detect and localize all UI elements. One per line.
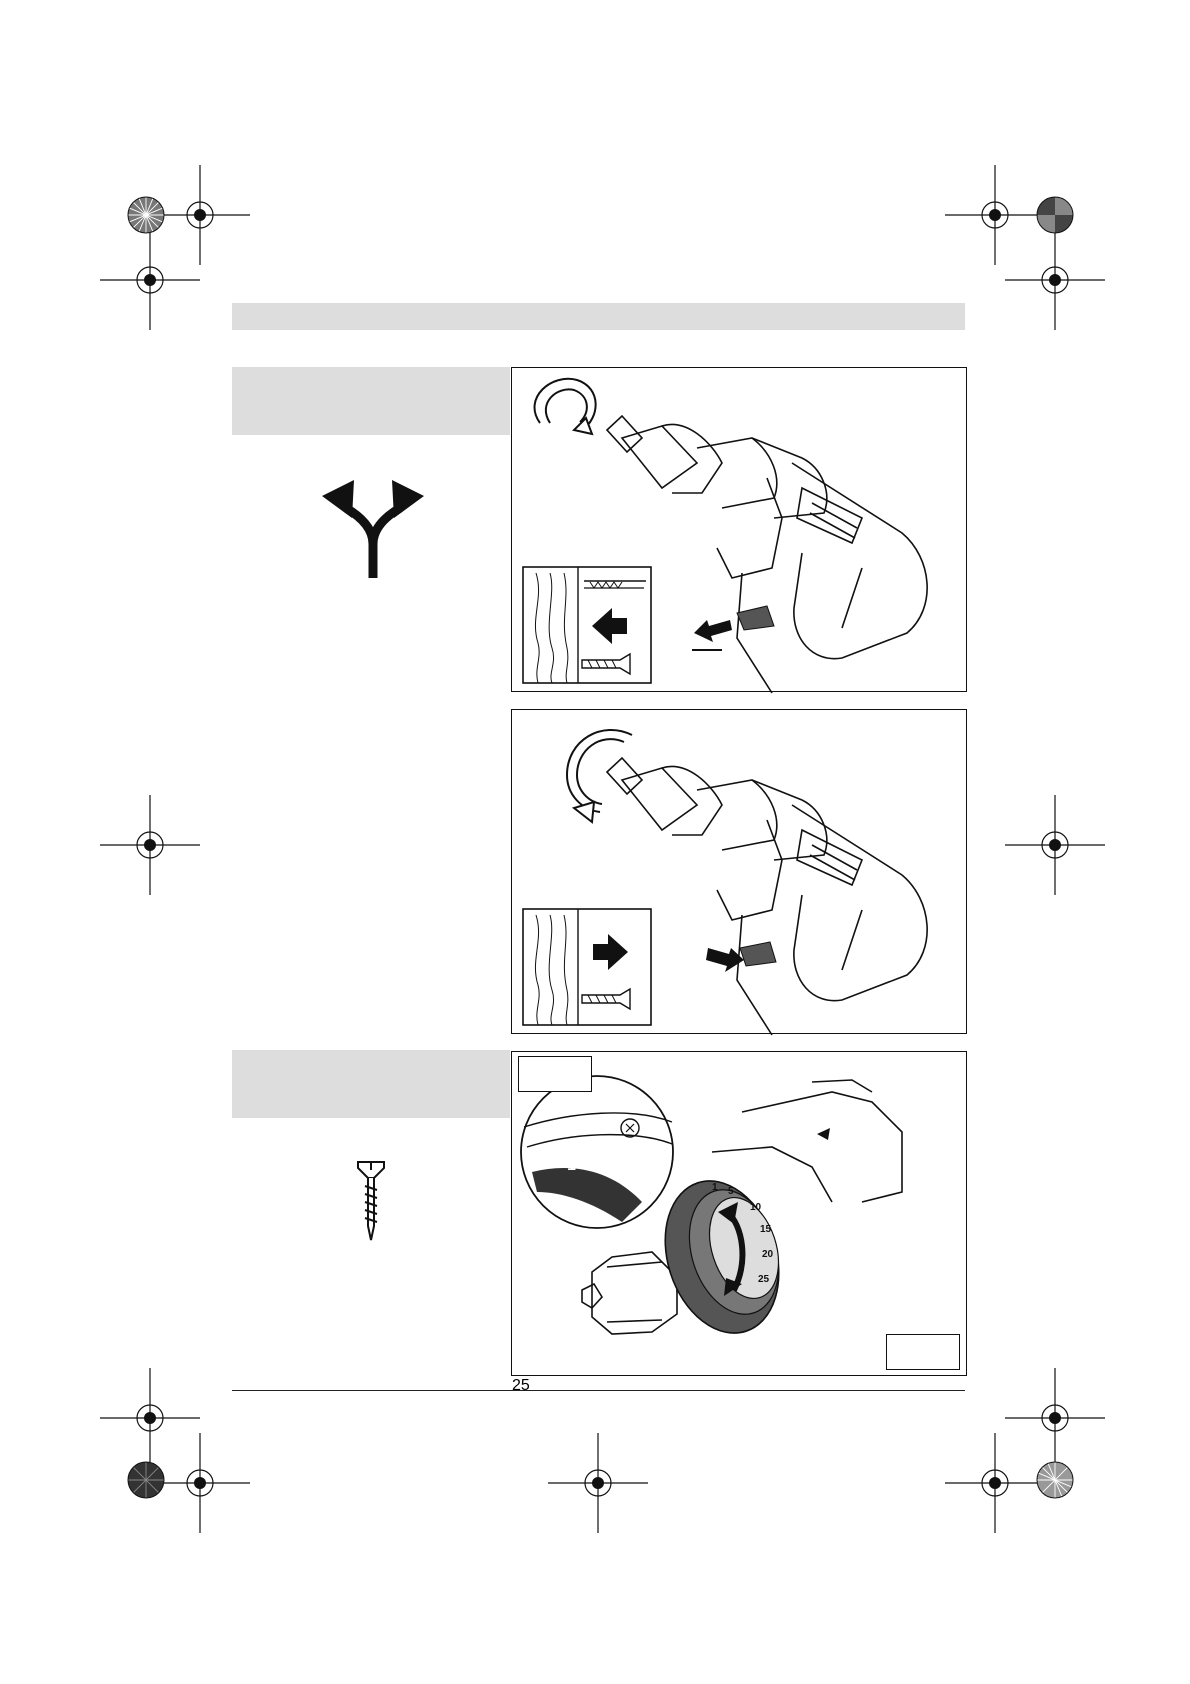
color-target-icon bbox=[1036, 196, 1074, 239]
figure-forward-rotation bbox=[511, 367, 967, 692]
drill-body-icon bbox=[607, 758, 927, 1035]
detail-label-right bbox=[886, 1334, 960, 1370]
color-target-icon bbox=[127, 1461, 165, 1504]
crop-registration-icon bbox=[945, 1433, 1045, 1533]
ring-mark: 25 bbox=[758, 1274, 770, 1285]
ring-mark: 1 bbox=[712, 1182, 718, 1193]
crop-registration-icon bbox=[1005, 795, 1105, 895]
crop-registration-icon bbox=[100, 230, 200, 330]
ring-mark: 15 bbox=[760, 1224, 772, 1235]
ring-mark-right: 25 bbox=[512, 1377, 530, 1394]
figure-reverse-rotation bbox=[511, 709, 967, 1034]
crop-registration-icon bbox=[150, 1433, 250, 1533]
header-band bbox=[232, 303, 965, 330]
screw-icon bbox=[356, 1160, 386, 1242]
ring-mark: 5 bbox=[728, 1186, 734, 1197]
detail-circle-left bbox=[521, 1076, 673, 1228]
push-arrow-left-icon bbox=[692, 620, 732, 650]
color-target-icon bbox=[1036, 1461, 1074, 1504]
rotation-clockwise-icon bbox=[535, 379, 596, 434]
crop-registration-icon bbox=[1005, 230, 1105, 330]
inset-wood-screw-forward bbox=[523, 567, 651, 683]
detail-label-left bbox=[518, 1056, 592, 1092]
inset-wood-screw-reverse bbox=[523, 909, 651, 1025]
figure-torque-ring bbox=[511, 1051, 967, 1394]
section-heading-direction bbox=[232, 367, 510, 435]
ring-mark-left: 1 bbox=[567, 1157, 576, 1174]
crop-registration-icon bbox=[548, 1433, 648, 1533]
color-target-icon bbox=[127, 196, 165, 239]
drill-body-icon bbox=[607, 416, 927, 693]
direction-switch-icon bbox=[737, 606, 774, 630]
section-heading-torque bbox=[232, 1050, 510, 1118]
crop-registration-icon bbox=[100, 795, 200, 895]
rotation-counterclockwise-icon bbox=[567, 730, 632, 822]
fork-arrow-icon bbox=[318, 474, 428, 578]
ring-mark: 10 bbox=[750, 1202, 762, 1213]
direction-switch-icon bbox=[740, 942, 776, 966]
footer-rule bbox=[232, 1390, 965, 1391]
ring-mark: 20 bbox=[762, 1249, 774, 1260]
detail-circle-right bbox=[512, 1377, 530, 1394]
